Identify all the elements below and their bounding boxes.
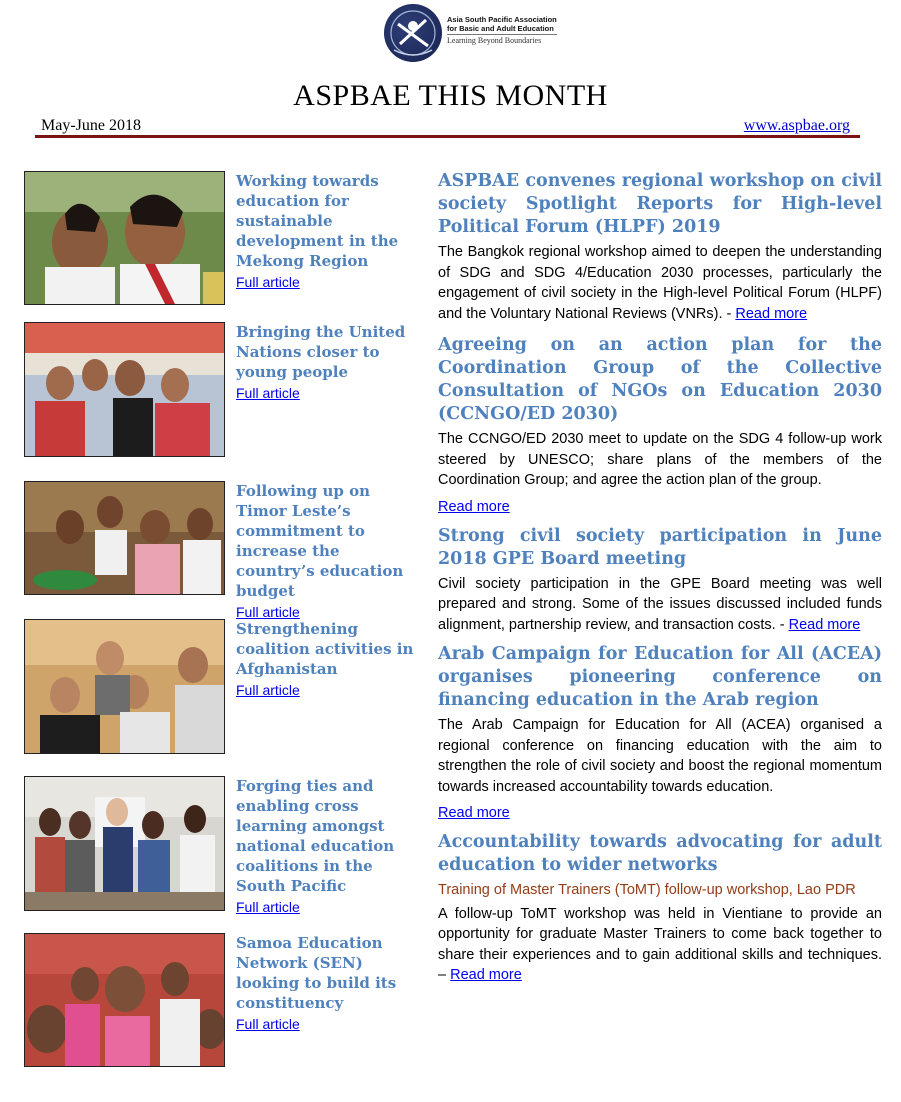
sidebar-article-text [236, 933, 418, 1034]
story-subtitle: Training of Master Trainers (ToMT) follow-up workshop, Lao PDR [438, 882, 856, 898]
article-photo-mekong [24, 171, 225, 305]
story-body [438, 715, 882, 797]
story [438, 643, 882, 823]
main-stories [438, 170, 882, 986]
story-summary: The Arab Campaign for Education for All (ACEA) organised a regional conference on financing education with the aim to strengthen the role of civil society and boost the regional momentum towards increased accountability towards education. [438, 717, 882, 795]
story-title: Strong civil society participation in June 2018 GPE Board meeting [438, 525, 882, 569]
sidebar-article-title: Following up on Timor Leste’s commitment to increase the country’s education budget [236, 482, 404, 600]
logo-emblem-icon [384, 4, 442, 62]
story-title: Accountability towards advocating for adult education to wider networks [438, 832, 882, 875]
story-title: ASPBAE convenes regional workshop on civil society Spotlight Reports for High-level Political Forum (HLPF) 2019 [438, 171, 882, 237]
sidebar-article-text [236, 171, 418, 292]
sidebar-article-title: Forging ties and enabling cross learning amongst national education coalitions in the South Pacific [236, 777, 395, 895]
sidebar-article-text [236, 776, 418, 917]
article-photo-un-youth [24, 322, 225, 457]
read-more-link[interactable]: Read more [450, 967, 522, 983]
read-more-link[interactable]: Read more [438, 498, 510, 515]
sidebar-article-title: Working towards education for sustainable development in the Mekong Region [236, 172, 399, 270]
story-summary: The CCNGO/ED 2030 meet to update on the SDG 4 follow-up work steered by UNESCO; share plans of the members of the Coordination Group; and agree the action plan of the group. [438, 431, 882, 488]
story-body [438, 242, 882, 324]
sidebar-article-text [236, 619, 418, 700]
logo-tagline: Learning Beyond Boundaries [447, 34, 557, 46]
story [438, 525, 882, 636]
full-article-link[interactable]: Full article [236, 899, 300, 915]
full-article-link[interactable]: Full article [236, 604, 300, 620]
article-photo-timor-leste [24, 481, 225, 595]
story-summary: A follow-up ToMT workshop was held in Vientiane to provide an opportunity for graduate Master Trainers to come back together to share their experiences and to gain additional skills and techniques. – [438, 905, 882, 983]
newsletter-title: ASPBAE THIS MONTH [293, 79, 608, 112]
story-body [438, 429, 882, 491]
full-article-link[interactable]: Full article [236, 385, 300, 401]
article-photo-afghanistan [24, 619, 225, 754]
issue-date: May-June 2018 [41, 117, 141, 134]
sidebar-article-title: Bringing the United Nations closer to young people [236, 323, 406, 381]
full-article-link[interactable]: Full article [236, 682, 300, 698]
website-link[interactable]: www.aspbae.org [743, 117, 850, 134]
story-body [438, 574, 882, 636]
logo-org-name-line1: Asia South Pacific Association [447, 15, 557, 24]
sidebar-article-text [236, 322, 418, 403]
story-title: Arab Campaign for Education for All (ACEA) organises pioneering conference on financing education in the Arab region [438, 644, 882, 710]
article-photo-samoa [24, 933, 225, 1067]
story [438, 334, 882, 517]
read-more-link[interactable]: Read more [788, 616, 861, 633]
story-title: Agreeing on an action plan for the Coordination Group of the Collective Consultation of NGOs on Education 2030 (CCNGO/ED 2030) [438, 335, 882, 424]
header-divider [35, 135, 860, 138]
read-more-link[interactable]: Read more [438, 805, 510, 821]
full-article-link[interactable]: Full article [236, 274, 300, 290]
story-summary: The Bangkok regional workshop aimed to deepen the understanding of SDG and SDG 4/Education 2030 processes, particularly the engagement of civil society in the High-level Political Forum (HLPF) and the Voluntary National Reviews (VNRs). - [438, 244, 882, 322]
story [438, 170, 882, 324]
story-body [438, 904, 882, 986]
article-photo-south-pacific [24, 776, 225, 911]
read-more-link[interactable]: Read more [735, 305, 808, 322]
aspbae-logo [384, 4, 557, 66]
logo-org-name-line2: for Basic and Adult Education [447, 24, 554, 33]
sidebar-article-title: Strengthening coalition activities in Afghanistan [236, 620, 414, 678]
logo-text [447, 15, 557, 46]
story [438, 831, 882, 986]
story-summary: Civil society participation in the GPE Board meeting was well prepared and strong. Some of the issues discussed included funds alignment, partnership review, and transaction costs. - [438, 575, 882, 633]
full-article-link[interactable]: Full article [236, 1016, 300, 1032]
sidebar-article-title: Samoa Education Network (SEN) looking to build its constituency [236, 934, 397, 1012]
sidebar-article-text [236, 481, 418, 622]
